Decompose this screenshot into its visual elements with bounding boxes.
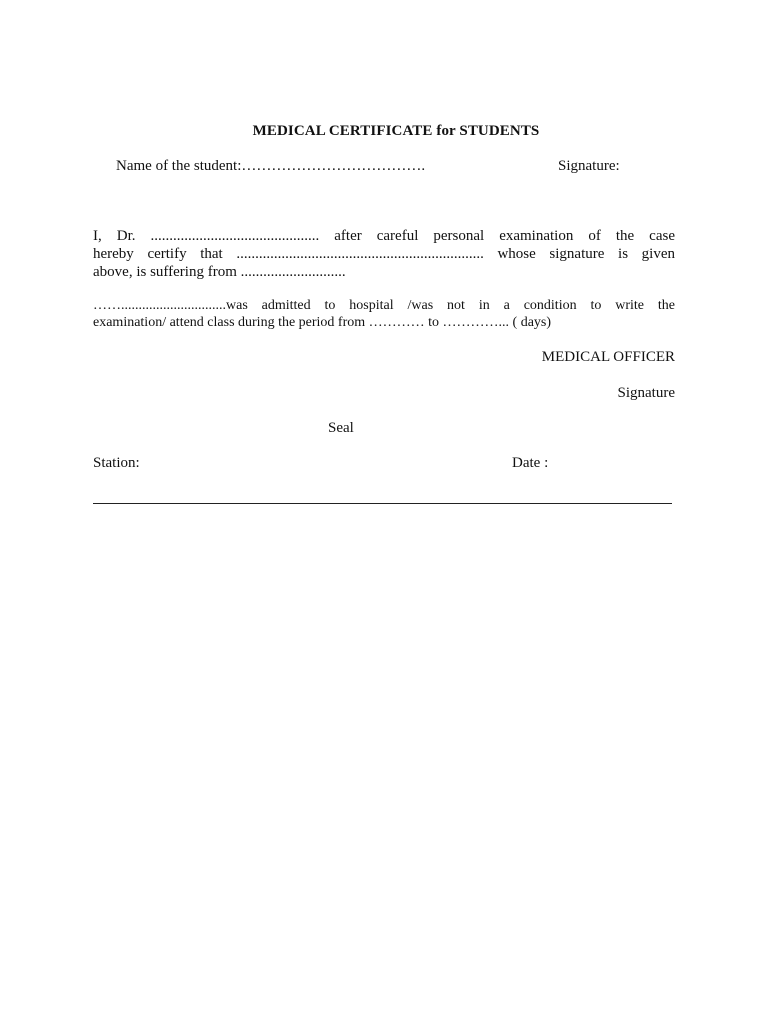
bottom-divider (93, 503, 672, 504)
admission-line-2: examination/ attend class during the period from ………… to …………... ( days) (93, 315, 552, 330)
medical-officer-label: MEDICAL OFFICER (541, 349, 675, 365)
certification-line-1: I, Dr. ............................................. after careful personal examination of the case (93, 228, 675, 244)
seal-label: Seal (328, 420, 354, 436)
station-field: Station: (93, 455, 140, 471)
student-name-field: Name of the student:………………………………. (116, 158, 426, 174)
student-signature-field: Signature: (558, 158, 620, 174)
date-field: Date : (512, 455, 549, 471)
admission-line-1: ……..............................was admitted to hospital /was not in a condition to write the (93, 298, 675, 313)
certificate-title: MEDICAL CERTIFICATE for STUDENTS (252, 123, 540, 139)
certification-paragraph (93, 227, 675, 281)
certification-line-3: above, is suffering from ............................ (93, 264, 346, 280)
admission-paragraph (93, 297, 675, 331)
officer-signature-label: Signature (617, 385, 675, 401)
certification-line-2: hereby certify that .................................................................. whose signature is given (93, 246, 675, 262)
